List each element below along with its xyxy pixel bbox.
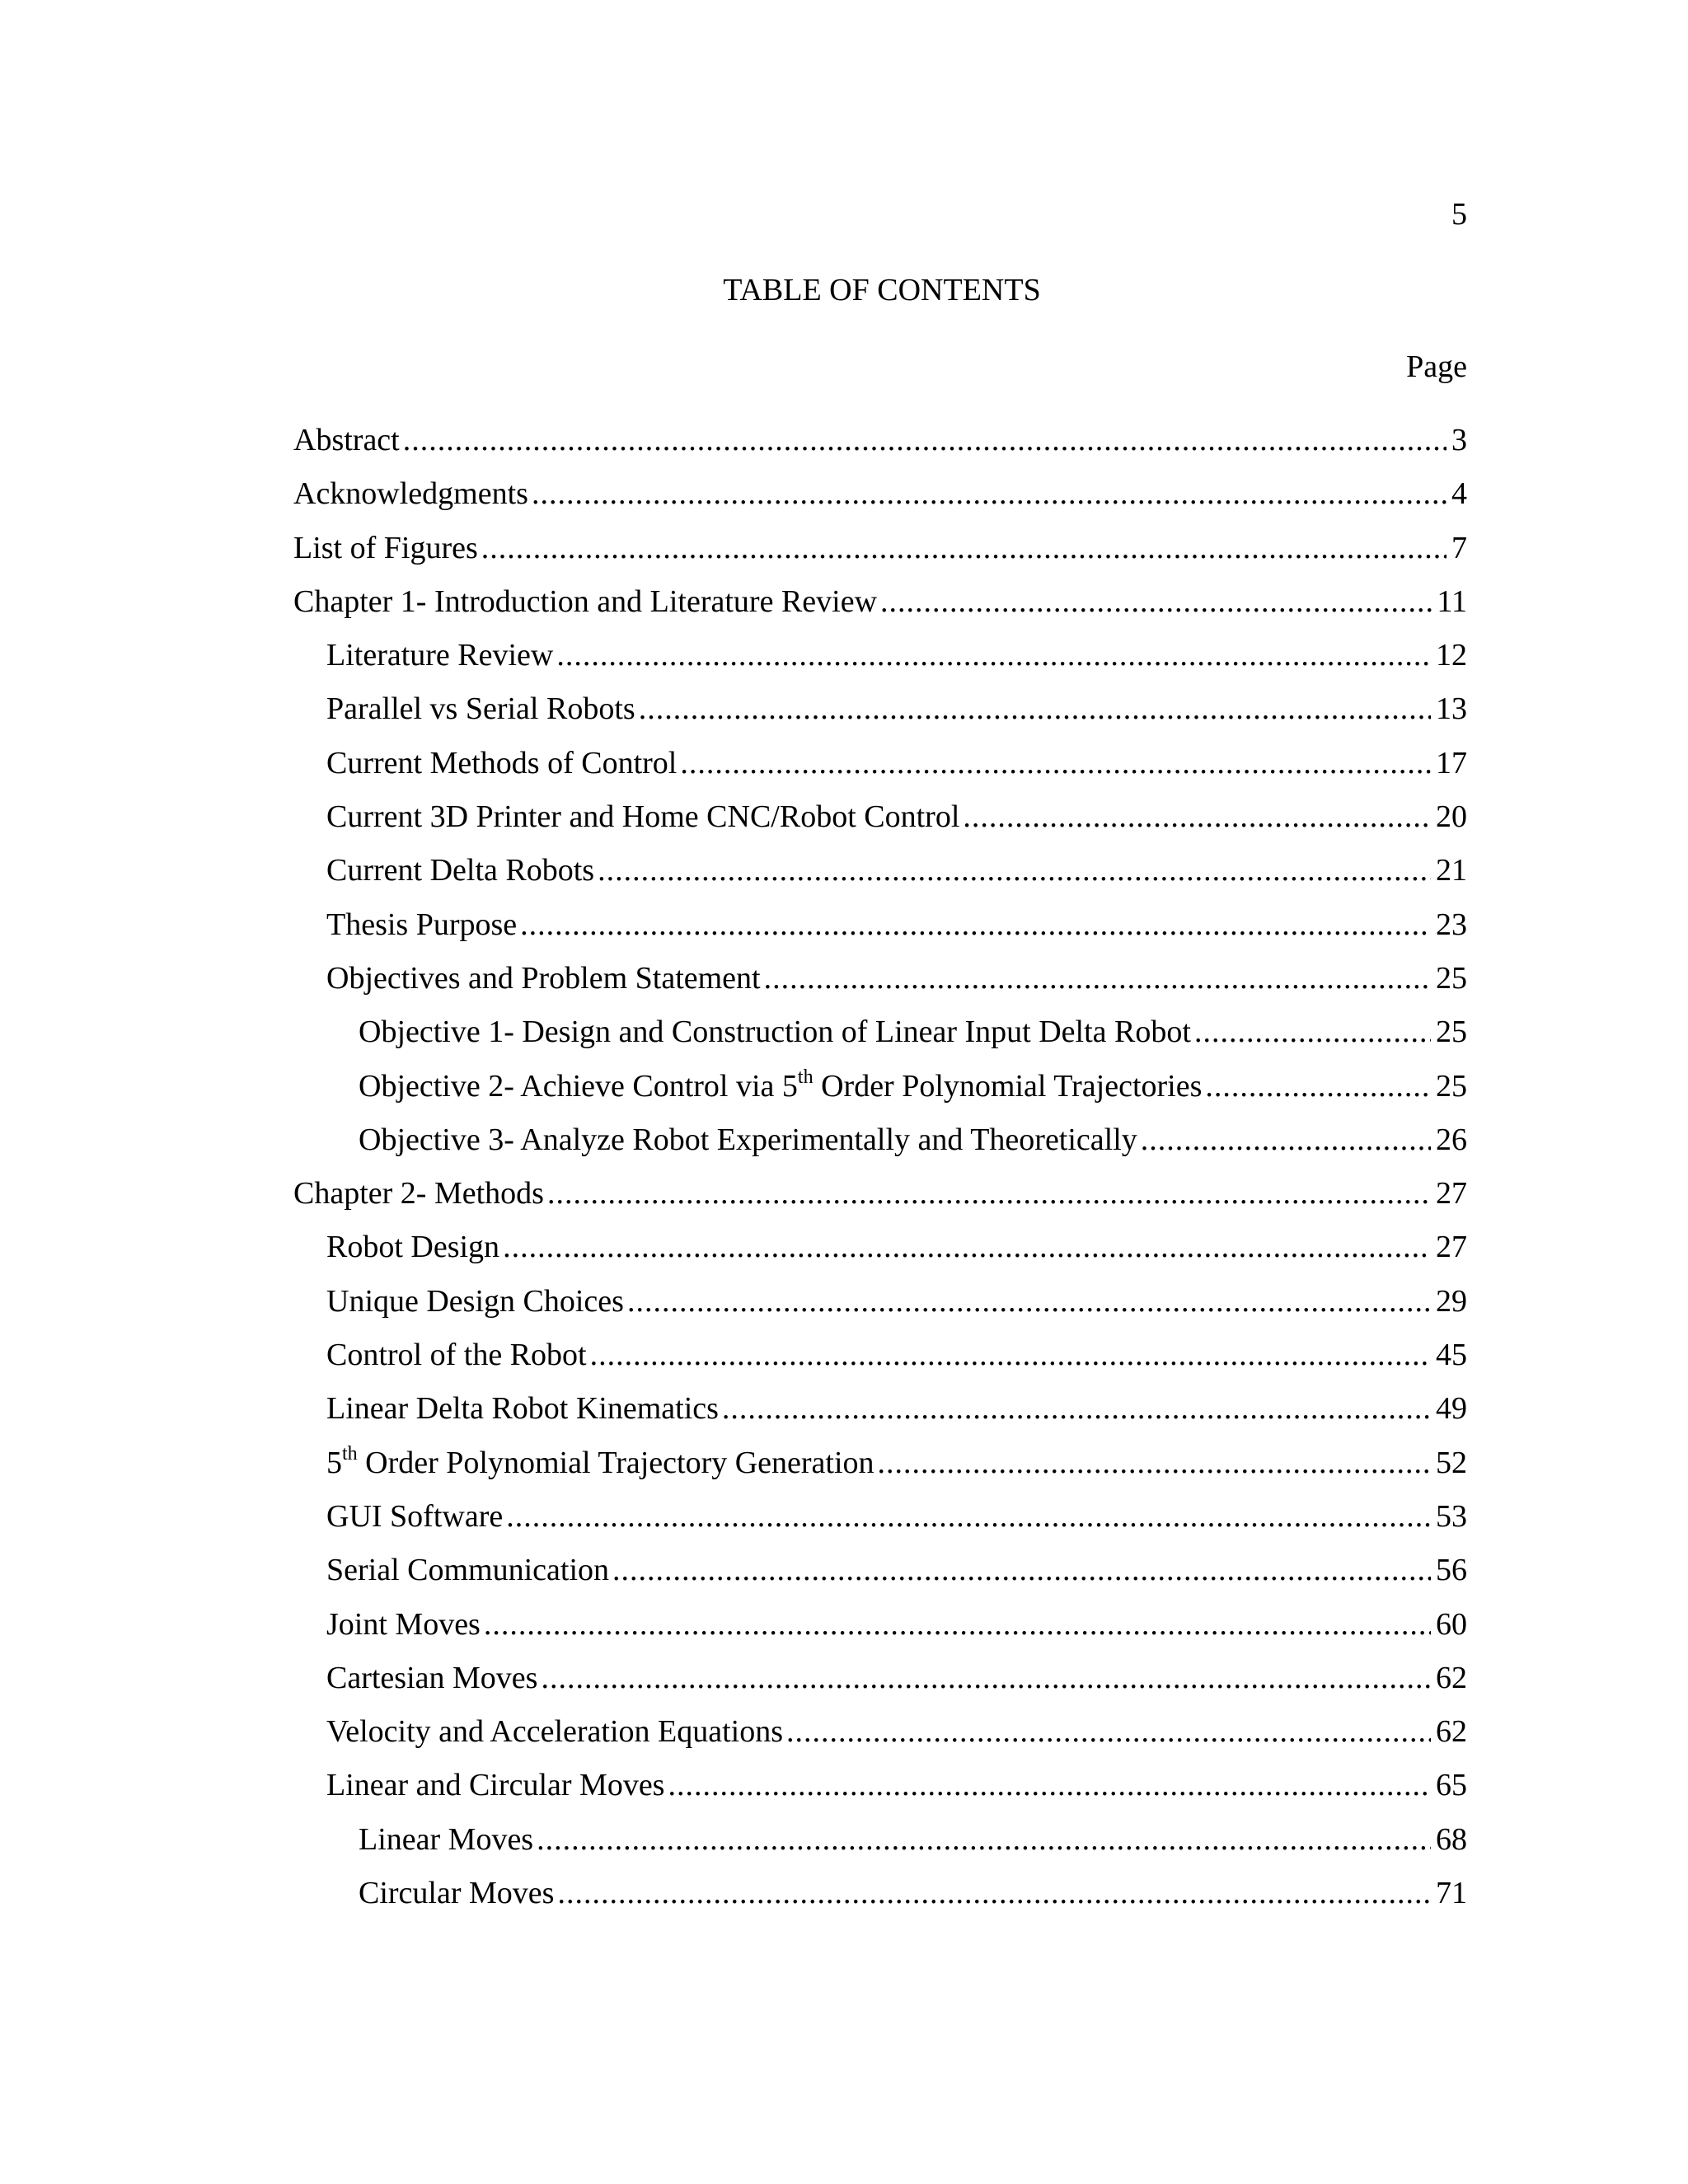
toc-entry[interactable]: [293, 851, 1467, 904]
dot-leader: [639, 689, 1431, 729]
dot-leader: [963, 797, 1431, 837]
toc-entry[interactable]: [293, 1873, 1467, 1927]
dot-leader: [612, 1550, 1431, 1590]
dot-leader: [484, 1605, 1431, 1644]
toc-entry[interactable]: [293, 1550, 1467, 1604]
superscript: th: [797, 1066, 814, 1088]
toc-entry-label-text: Order Polynomial Trajectories: [813, 1068, 1203, 1104]
toc-entry-label: Current Delta Robots: [326, 853, 595, 888]
dot-leader: [680, 743, 1431, 783]
dot-leader: [590, 1335, 1431, 1375]
dot-leader: [506, 1497, 1431, 1536]
dot-leader: [520, 905, 1431, 944]
dot-leader: [481, 528, 1447, 568]
toc-entry-label: [359, 1066, 1202, 1106]
dot-leader: [722, 1389, 1431, 1428]
toc-entry[interactable]: [293, 1497, 1467, 1550]
toc-entry-page-number: 21: [1436, 853, 1467, 888]
toc-entry-label: Linear and Circular Moves: [326, 1768, 665, 1803]
toc-entry-page-number: 45: [1436, 1338, 1467, 1373]
toc-entry[interactable]: [293, 1282, 1467, 1335]
toc-entry-page-number: 68: [1436, 1821, 1467, 1857]
toc-entry-label: Current Methods of Control: [326, 745, 678, 780]
toc-entry-page-number: 53: [1436, 1498, 1467, 1534]
toc-entry-label: Linear Moves: [359, 1821, 534, 1857]
toc-entry-label: Literature Review: [326, 638, 554, 673]
toc-entry[interactable]: [293, 743, 1467, 797]
toc-entry-label: Thesis Purpose: [326, 907, 518, 942]
toc-entry[interactable]: [293, 1443, 1467, 1497]
toc-entry-label: Parallel vs Serial Robots: [326, 691, 635, 727]
toc-entry-page-number: 62: [1436, 1714, 1467, 1750]
toc-entry[interactable]: [293, 1012, 1467, 1066]
toc-entry-label-text: Order Polynomial Trajectory Generation: [357, 1445, 874, 1480]
dot-leader: [668, 1765, 1431, 1805]
toc-entry-label: [326, 1443, 874, 1483]
dot-leader: [878, 1443, 1431, 1483]
toc-entry[interactable]: [293, 1605, 1467, 1658]
toc-entry-page-number: 65: [1436, 1768, 1467, 1803]
toc-entry-page-number: 7: [1451, 530, 1467, 565]
dot-leader: [1141, 1120, 1431, 1160]
toc-entry-page-number: 25: [1436, 960, 1467, 996]
toc-entry[interactable]: [293, 1820, 1467, 1873]
toc-entry-page-number: 20: [1436, 799, 1467, 835]
toc-entry-page-number: 17: [1436, 745, 1467, 780]
superscript: th: [342, 1442, 358, 1465]
toc-entry[interactable]: [293, 1174, 1467, 1227]
toc-entry[interactable]: [293, 528, 1467, 582]
dot-leader: [557, 1873, 1431, 1913]
toc-entry-label: Objective 1- Design and Construction of Linear Input Delta Robot: [359, 1015, 1191, 1050]
toc-entry-label: Serial Communication: [326, 1553, 610, 1588]
toc-entry[interactable]: [293, 582, 1467, 635]
toc-entry-page-number: 27: [1436, 1230, 1467, 1265]
toc-entry-page-number: 3: [1451, 423, 1467, 457]
dot-leader: [764, 958, 1431, 998]
toc-entry[interactable]: [293, 905, 1467, 958]
dot-leader: [547, 1174, 1431, 1213]
toc-entry-label: GUI Software: [326, 1498, 504, 1534]
toc-entry-label: Control of the Robot: [326, 1338, 587, 1373]
dot-leader: [541, 1658, 1431, 1698]
toc-entry[interactable]: [293, 689, 1467, 743]
toc-entry-page-number: 52: [1436, 1445, 1467, 1480]
toc-entry-page-number: 60: [1436, 1606, 1467, 1642]
toc-entry-label: List of Figures: [293, 530, 478, 565]
toc-entry-label: Chapter 1- Introduction and Literature Review: [293, 583, 878, 619]
toc-entry-page-number: 29: [1436, 1283, 1467, 1319]
dot-leader: [556, 635, 1431, 675]
toc-entry-label: Abstract: [293, 423, 400, 457]
table-of-contents: [293, 420, 1467, 1927]
toc-entry-label: Unique Design Choices: [326, 1283, 624, 1319]
toc-entry[interactable]: [293, 1765, 1467, 1819]
page-number: 5: [1451, 197, 1467, 232]
toc-entry[interactable]: [293, 1066, 1467, 1120]
toc-entry[interactable]: [293, 420, 1467, 474]
toc-entry-page-number: 71: [1436, 1876, 1467, 1911]
toc-entry[interactable]: [293, 958, 1467, 1012]
toc-entry-page-number: 4: [1451, 476, 1467, 512]
toc-entry-page-number: 12: [1436, 638, 1467, 673]
dot-leader: [627, 1282, 1431, 1321]
toc-entry-label: Objectives and Problem Statement: [326, 960, 761, 996]
toc-entry-page-number: 25: [1436, 1015, 1467, 1050]
dot-leader: [598, 851, 1431, 890]
toc-entry-label-text: Objective 2- Achieve Control via 5: [359, 1068, 798, 1104]
toc-entry-label: Joint Moves: [326, 1606, 481, 1642]
dot-leader: [1194, 1012, 1431, 1052]
dot-leader: [532, 474, 1447, 513]
toc-entry-page-number: 49: [1436, 1391, 1467, 1427]
toc-entry-label: Linear Delta Robot Kinematics: [326, 1391, 719, 1427]
toc-entry-label: Acknowledgments: [293, 476, 528, 512]
toc-entry-page-number: 26: [1436, 1122, 1467, 1157]
toc-entry-label: Circular Moves: [359, 1876, 555, 1911]
toc-entry-page-number: 27: [1436, 1176, 1467, 1212]
dot-leader: [537, 1820, 1431, 1859]
toc-entry-label: Chapter 2- Methods: [293, 1176, 544, 1212]
toc-entry[interactable]: [293, 1658, 1467, 1712]
toc-entry[interactable]: [293, 635, 1467, 689]
toc-entry-label-text: 5: [326, 1445, 342, 1480]
toc-entry-page-number: 23: [1436, 907, 1467, 942]
toc-entry[interactable]: [293, 1120, 1467, 1174]
toc-entry-label: Cartesian Moves: [326, 1660, 538, 1695]
toc-entry[interactable]: [293, 1389, 1467, 1442]
dot-leader: [786, 1712, 1431, 1751]
toc-entry-page-number: 11: [1437, 583, 1467, 619]
toc-entry-label: Current 3D Printer and Home CNC/Robot Control: [326, 799, 960, 835]
toc-entry[interactable]: [293, 474, 1467, 527]
toc-entry-label: Objective 3- Analyze Robot Experimentally and Theoretically: [359, 1122, 1137, 1157]
toc-entry[interactable]: [293, 1227, 1467, 1281]
page-title: TABLE OF CONTENTS: [723, 273, 1041, 307]
toc-entry[interactable]: [293, 1335, 1467, 1389]
dot-leader: [880, 582, 1432, 621]
toc-entry-page-number: 56: [1436, 1553, 1467, 1588]
toc-entry-page-number: 25: [1436, 1068, 1467, 1104]
toc-entry[interactable]: [293, 1712, 1467, 1765]
dot-leader: [503, 1227, 1431, 1267]
toc-entry[interactable]: [293, 797, 1467, 851]
dot-leader: [403, 420, 1447, 460]
toc-entry-label: Velocity and Acceleration Equations: [326, 1714, 783, 1750]
toc-entry-label: Robot Design: [326, 1230, 500, 1265]
toc-entry-page-number: 62: [1436, 1660, 1467, 1695]
page-column-header: Page: [1406, 349, 1467, 384]
dot-leader: [1205, 1066, 1431, 1106]
toc-entry-page-number: 13: [1436, 691, 1467, 727]
